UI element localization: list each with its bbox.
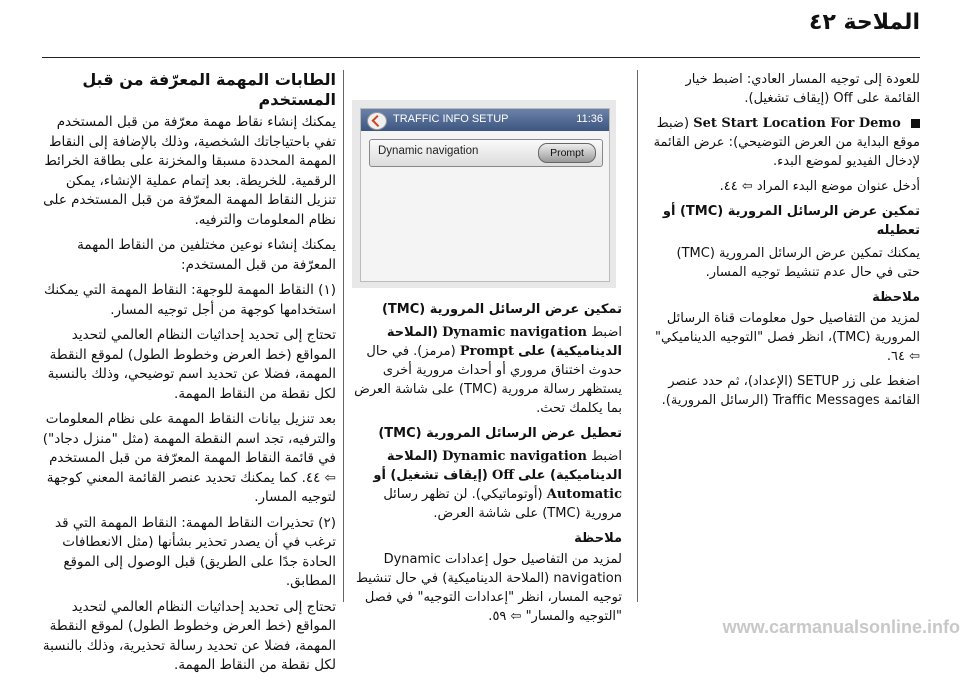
text: اضبط — [591, 449, 622, 464]
paragraph — [352, 323, 622, 418]
bullet-item — [652, 114, 920, 171]
text: (أوتوماتيكي). لن تظهر رسائل مرورية (TMC) على شاشة العرض. — [383, 487, 622, 521]
text: (إيقاف تشغيل) أو — [373, 468, 488, 483]
subheading: تعطيل عرض الرسائل المرورية (TMC) — [378, 426, 622, 441]
column-divider-right — [637, 70, 638, 602]
list-item: (٢) تحذيرات النقاط المهمة: النقاط المهمة التي قد ترغب في أن يصدر تحذير بشأنها (مثل الانعطافات الحادة جدًا على الطريق) قبل الوصول إلى الموقع المطابق. — [55, 514, 336, 589]
watermark: www.carmanualsonline.info — [722, 617, 960, 637]
paragraph: يمكنك إنشاء نقاط مهمة معرّفة من قبل المستخدم تفي باحتياجاتك الشخصية، وذلك بالإضافة إلى النقاط المهمة المحددة مسبقا والمخزنة على بطاقة الخرائط الرقمية. للخريطة. بعد إتمام عملية الإنشاء، يمكن تنزيل النقاط المهمة المعرّفة من قبل المستخدم على نظام المعلومات والترفيه. — [43, 114, 336, 228]
paragraph: تحتاج إلى تحديد إحداثيات النظام العالمي لتحديد المواقع (خط العرض وخطوط الطول) لموقع النقطة المهمة، فضلا عن تحديد رسالة تحذيرية، وذلك بالنسبة لكل نقطة من النقاط المهمة. — [42, 598, 336, 673]
subheading: تمكين عرض الرسائل المرورية (TMC) — [381, 302, 622, 317]
paragraph — [352, 447, 622, 523]
screen-title: TRAFFIC INFO SETUP — [393, 113, 509, 125]
paragraph: يمكنك تمكين عرض الرسائل المرورية (TMC) حتى في حال عدم تنشيط توجيه المسار. — [676, 246, 920, 280]
text: (مرمز). في حال حدوث اختناق مروري أو أحداث مرورية أخرى يستظهر رسالة مرورية (TMC) على شاشة العرض بما يكلمك تحث. — [354, 344, 622, 416]
paragraph: يمكنك إنشاء نوعين مختلفين من النقاط المهمة المعرّفة من قبل المستخدم: — [77, 237, 336, 273]
note-title: ملاحظة — [574, 531, 622, 546]
menu-row-value-button[interactable]: Prompt — [538, 143, 596, 163]
paragraph: للعودة إلى توجيه المسار العادي: اضبط خيار القائمة على Off (إيقاف تشغيل). — [685, 72, 920, 106]
page-title: الملاحة ٤٢ — [809, 10, 920, 35]
screen-frame — [360, 108, 610, 282]
list-item: (١) النقاط المهمة للوجهة: النقاط المهمة التي يمكنك استخدامها كوجهة من أجل توجيه المسار. — [43, 282, 336, 318]
text: (الملاحة الديناميكية) على — [386, 449, 622, 483]
term: Prompt — [459, 344, 515, 359]
text: اضبط — [591, 325, 622, 340]
note-title: ملاحظة — [872, 290, 920, 305]
term: Set Start Location For Demo — [693, 116, 901, 131]
term: Off — [492, 468, 515, 483]
term: Dynamic navigation — [442, 325, 587, 340]
paragraph: بعد تنزيل بيانات النقاط المهمة على نظام المعلومات والترفيه، تجد اسم النقطة المهمة (مثل "منزل دجاد") في قائمة النقاط المهمة المعرّفة من قبل المستخدم ⇦ ٤٤. كما يمكنك تحديد عنصر القائمة المعني كوجهة لتوجيه المسار. — [42, 411, 336, 505]
menu-row-label: Dynamic navigation — [378, 145, 479, 157]
term: Dynamic navigation — [442, 449, 587, 464]
section-heading: الطابات المهمة المعرّفة من قبل المستخدم — [82, 70, 336, 109]
header-divider — [42, 57, 920, 58]
paragraph: تحتاج إلى تحديد إحداثيات النظام العالمي لتحديد المواقع (خط العرض وخطوط الطول) لموقع النقطة المهمة، فضلا عن تحديد اسم توضيحي، وذلك بالنسبة لكل نقطة من النقاط المهمة. — [47, 327, 336, 402]
term: Automatic — [546, 487, 622, 502]
right-column — [652, 70, 920, 416]
back-icon[interactable] — [367, 112, 387, 130]
dynamic-navigation-row[interactable] — [369, 139, 603, 167]
page-header — [0, 0, 960, 58]
note: لمزيد من التفاصيل حول إعدادات Dynamic navigation (الملاحة الديناميكية) في حال تنشيط توجيه المسار، انظر "إعدادات التوجيه" في فصل "التوجيه والمسار" ⇦ ٥٩. — [355, 552, 622, 624]
subheading: تمكين عرض الرسائل المرورية (TMC) أو تعطيله — [662, 204, 920, 238]
footer — [0, 612, 960, 642]
paragraph: اضغط على زر SETUP (الإعداد)، ثم حدد عنصر القائمة Traffic Messages (الرسائل المرورية). — [661, 374, 920, 408]
screen-clock: 11:36 — [576, 113, 603, 125]
middle-column — [352, 300, 622, 632]
column-divider-left — [343, 70, 344, 602]
text: (الملاحة الديناميكية) على — [386, 325, 622, 359]
screen-image — [352, 100, 616, 288]
paragraph: أدخل عنوان موضع البدء المراد ⇦ ٤٤. — [719, 179, 920, 194]
note: لمزيد من التفاصيل حول معلومات قناة الرسائل المرورية (TMC)، انظر فصل "التوجيه الديناميكي" ⇦ ٦٤. — [655, 311, 920, 364]
left-column — [42, 70, 336, 682]
text: (ضبط موقع البداية من العرض التوضيحي): عرض القائمة لإدخال الفيديو لموضع البدء. — [653, 116, 920, 169]
screen-titlebar — [361, 109, 609, 131]
bullet-icon — [911, 119, 920, 128]
